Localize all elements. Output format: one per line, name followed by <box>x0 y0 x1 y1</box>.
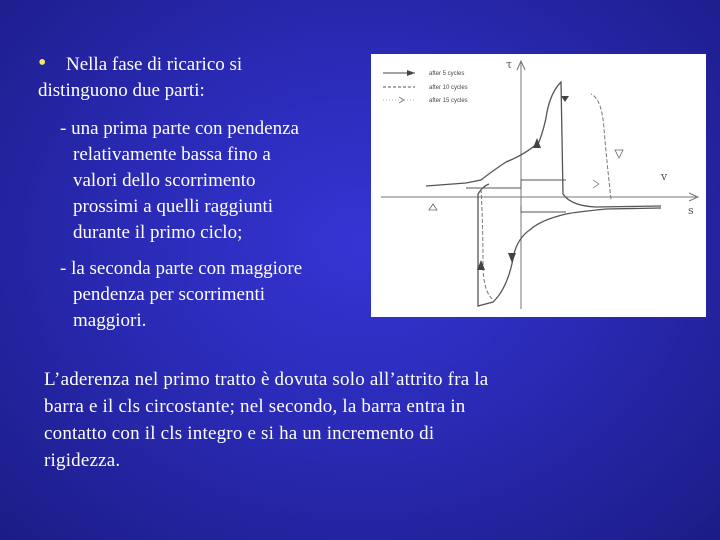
sub-point-2 <box>60 256 360 334</box>
arrow-down-icon <box>508 253 516 263</box>
legend <box>383 70 468 104</box>
y-axis-label: τ <box>506 58 513 71</box>
hysteresis-figure <box>371 54 706 317</box>
arrow-up-outline-icon <box>429 204 437 210</box>
sub-point-2-line: pendenza per scorrimenti <box>73 284 266 305</box>
chevron-right-icon <box>593 180 599 188</box>
paragraph-line: rigidezza. <box>44 450 121 471</box>
hysteresis-curve-lower <box>478 184 661 306</box>
sub-point-1-line: - una prima parte con pendenza <box>60 118 299 139</box>
legend-item: after 15 cycles <box>429 98 468 104</box>
bullet-text-1: Nella fase di ricarico si <box>66 54 243 75</box>
explanation-paragraph <box>44 366 584 474</box>
paragraph-line: L’aderenza nel primo tratto è dovuta solo all’attrito fra la <box>44 369 489 390</box>
bullet-dot-icon: • <box>38 50 47 76</box>
right-label: v <box>661 170 668 183</box>
legend-item: after 5 cycles <box>429 71 465 77</box>
paragraph-line: contatto con il cls integro e si ha un incremento di <box>44 423 435 444</box>
sub-point-1 <box>60 116 360 246</box>
sub-point-1-line: relativamente bassa fino a <box>73 144 271 165</box>
sub-point-1-line: prossimi a quelli raggiunti <box>73 196 274 217</box>
sub-point-1-line: durante il primo ciclo; <box>73 222 243 243</box>
bullet-text-2: distinguono due parti: <box>38 80 205 101</box>
sub-point-1-line: valori dello scorrimento <box>73 170 256 191</box>
legend-arrow-icon <box>407 70 415 76</box>
sub-point-2-line: maggiori. <box>73 310 147 331</box>
bullet-line-1 <box>38 52 368 78</box>
x-axis-label: s <box>688 204 694 217</box>
arrow-down-outline-icon <box>615 150 623 158</box>
bullet-block <box>38 52 368 104</box>
legend-item: after 10 cycles <box>429 85 468 91</box>
hysteresis-plot <box>371 54 706 317</box>
paragraph-line: barra e il cls circostante; nel secondo, la barra entra in <box>44 396 466 417</box>
arrow-down-icon <box>561 96 569 102</box>
sub-point-2-line: - la seconda parte con maggiore <box>60 258 303 279</box>
